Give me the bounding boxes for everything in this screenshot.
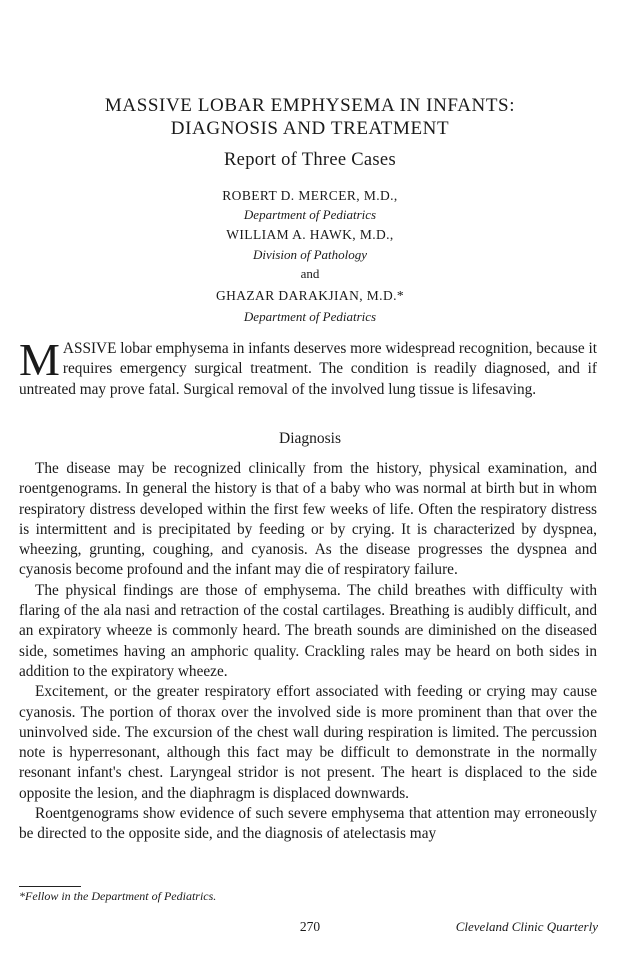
footnote-rule bbox=[19, 886, 81, 887]
page-number: 270 bbox=[299, 919, 321, 934]
body-paragraph: Excitement, or the greater respiratory effort associated with feeding or crying may cause cyanosis. The portion of thorax over the involved side is more prominent than that over the uninvolved side. The excursion of the chest wall during respiration is limited. The percussion note is hyperresonant, although this fact may be difficult to demonstrate in the normally resonant infant's chest. Laryngeal stridor is not present. The heart is displaced to the side opposite the lesion, and the diaphragm is displaced downwards. bbox=[19, 683, 597, 802]
section-body bbox=[19, 459, 597, 845]
author-name: GHAZAR DARAKJIAN, M.D.* bbox=[215, 288, 405, 303]
intro-text: ASSIVE lobar emphysema in infants deserves more widespread recognition, because it requires emergency surgical treatment. The condition is readily diagnosed, and if untreated may prove fatal. Surgical removal of the involved lung tissue is lifesaving. bbox=[19, 340, 597, 398]
author-affiliation: Department of Pediatrics bbox=[243, 207, 377, 222]
article-title-line-1: MASSIVE LOBAR EMPHYSEMA IN INFANTS: bbox=[104, 95, 516, 116]
author-name: ROBERT D. MERCER, M.D., bbox=[222, 188, 398, 203]
footnote: *Fellow in the Department of Pediatrics. bbox=[19, 889, 217, 903]
drop-cap: M bbox=[19, 334, 60, 385]
body-paragraph: Roentgenograms show evidence of such severe emphysema that attention may erroneously be directed to the opposite side, and the diagnosis of atelectasis may bbox=[19, 805, 597, 843]
journal-name: Cleveland Clinic Quarterly bbox=[455, 919, 598, 934]
author-affiliation: Department of Pediatrics bbox=[243, 309, 377, 324]
article-subtitle: Report of Three Cases bbox=[224, 150, 396, 170]
body-paragraph: The disease may be recognized clinically from the history, physical examination, and roentgenograms. In general the history is that of a baby who was normal at birth but in whom respiratory distress developed within the first few weeks of life. Often the respiratory distress is intermittent and is precipitated by feeding or by crying. It is characterized by dyspnea, wheezing, grunting, coughing, and cyanosis. As the disease progresses the dyspnea and cyanosis become profound and the infant may die of respiratory failure. bbox=[19, 460, 597, 579]
author-affiliation: Division of Pathology bbox=[252, 247, 368, 262]
intro-paragraph bbox=[19, 334, 597, 400]
author-name: WILLIAM A. HAWK, M.D., bbox=[226, 227, 394, 242]
body-paragraph: The physical findings are those of emphysema. The child breathes with difficulty with flaring of the ala nasi and retraction of the costal cartilages. Breathing is audibly difficult, and an expiratory wheeze is commonly heard. The breath sounds are diminished on the diseased side, sometimes having an amphoric quality. Crackling rales may be heard on both sides in addition to the expiratory wheeze. bbox=[19, 581, 597, 680]
authors-conjunction: and bbox=[300, 266, 320, 281]
article-title-line-2: DIAGNOSIS AND TREATMENT bbox=[170, 118, 450, 139]
section-heading: Diagnosis bbox=[279, 430, 341, 447]
